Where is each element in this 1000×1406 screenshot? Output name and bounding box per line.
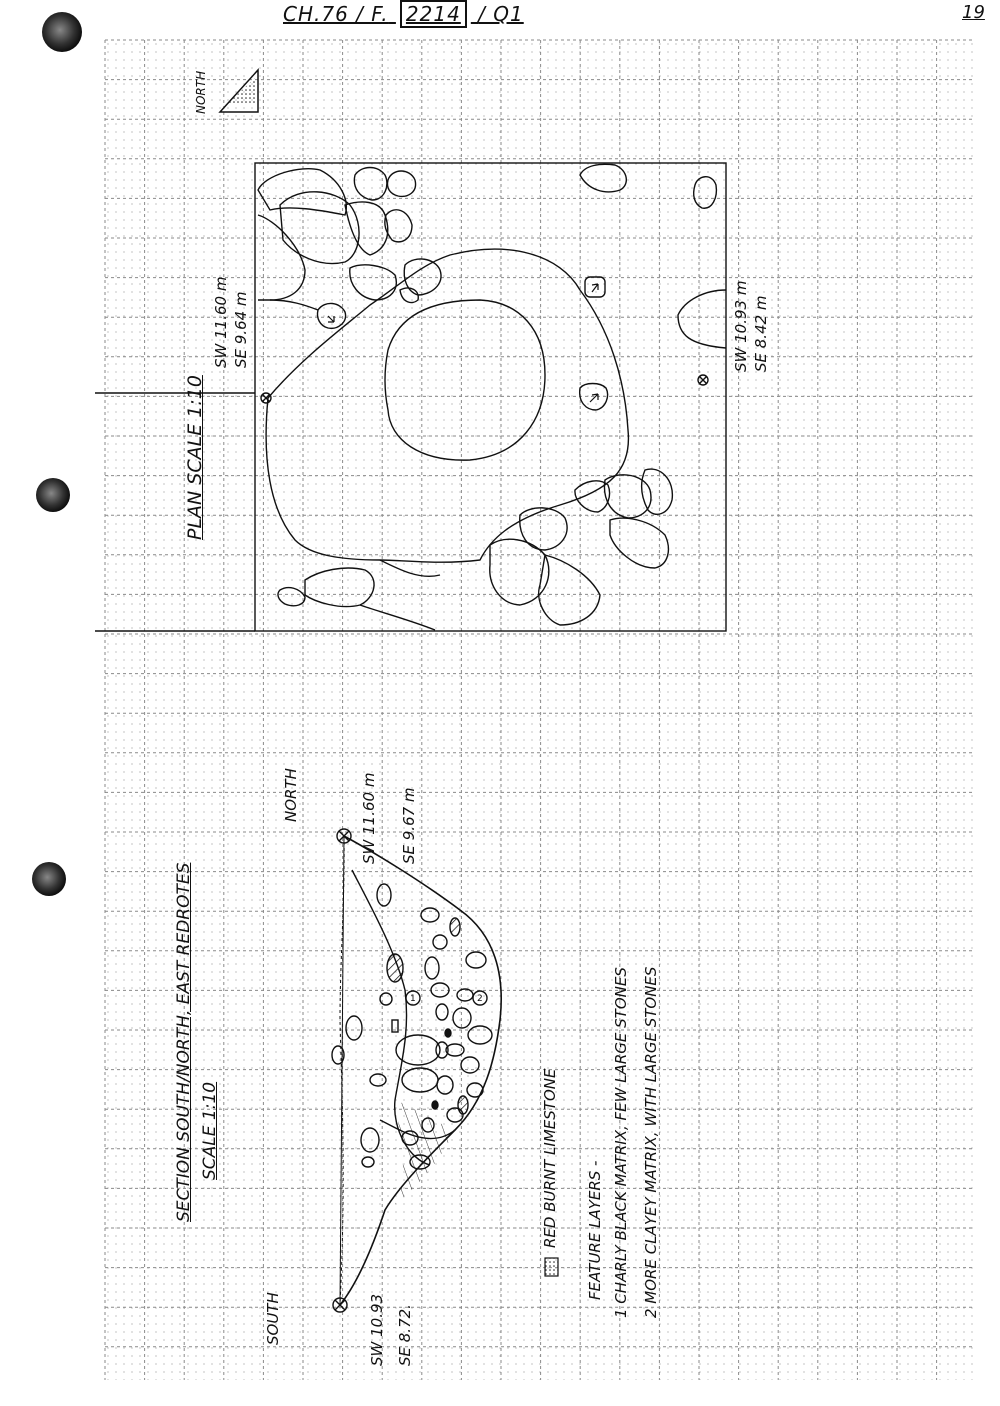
legend-swatch-burnt-limestone bbox=[545, 1258, 558, 1276]
legend-feature-layers-heading: FEATURE LAYERS - bbox=[586, 1160, 604, 1300]
section-datum-south-sw: SW 10.93 bbox=[368, 1293, 386, 1366]
graph-paper-grid bbox=[105, 40, 975, 1380]
legend-layer-1: 1 CHARLY BLACK MATRIX, FEW LARGE STONES bbox=[612, 967, 630, 1318]
plan-datum-right-sw: SW 10.93 m bbox=[732, 280, 750, 372]
page-number: 19 bbox=[962, 2, 985, 23]
section-north-label: NORTH bbox=[282, 768, 300, 822]
ref-suffix: / Q1 bbox=[478, 2, 524, 26]
ref-prefix: CH.76 / F. bbox=[283, 2, 389, 26]
section-scale: SCALE 1:10 bbox=[200, 1081, 220, 1180]
svg-text:2: 2 bbox=[477, 994, 483, 1004]
svg-text:1: 1 bbox=[410, 994, 416, 1004]
legend-burnt-limestone-label: RED BURNT LIMESTONE bbox=[541, 1068, 559, 1248]
section-south-label: SOUTH bbox=[264, 1292, 282, 1345]
plan-datum-right-se: SE 8.42 m bbox=[752, 295, 770, 372]
section-datum-south-se: SE 8.72. bbox=[396, 1304, 414, 1366]
north-arrow-label: NORTH bbox=[194, 70, 208, 114]
plan-title: PLAN SCALE 1:10 bbox=[184, 375, 206, 540]
ref-context-number: 2214 bbox=[400, 0, 467, 28]
plan-datum-left-sw: SW 11.60 m bbox=[212, 276, 230, 368]
section-title: SECTION SOUTH/NORTH, EAST REDROTES bbox=[174, 862, 194, 1222]
section-datum-north-sw: SW 11.60 m bbox=[360, 772, 378, 864]
legend-layer-2: 2 MORE CLAYEY MATRIX, WITH LARGE STONES bbox=[642, 966, 660, 1318]
section-datum-north-se: SE 9.67 m bbox=[400, 787, 418, 864]
plan-datum-left-se: SE 9.64 m bbox=[232, 291, 250, 368]
